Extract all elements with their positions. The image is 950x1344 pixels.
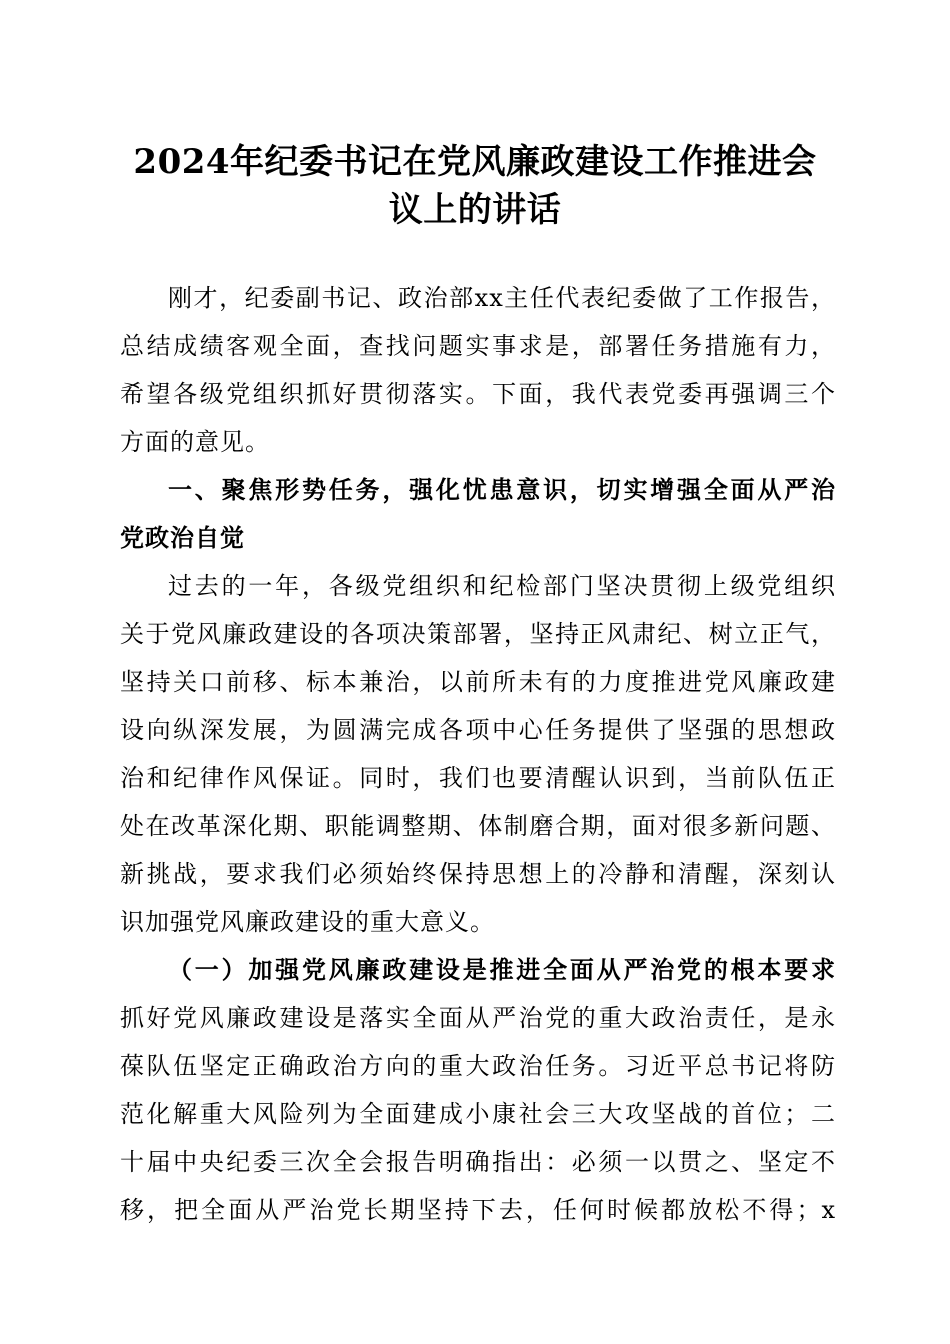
body-line: 刚才，纪委副书记、政治部xx主任代表纪委做了工作报告， xyxy=(168,284,836,312)
body-line: 方面的意见。 xyxy=(120,428,270,456)
body-line: 范化解重大风险列为全面建成小康社会三大攻坚战的首位；二 xyxy=(120,1100,836,1128)
body-line: 抓好党风廉政建设是落实全面从严治党的重大政治责任，是永 xyxy=(120,1004,836,1032)
body-line: 移，把全面从严治党长期坚持下去，任何时候都放松不得；x xyxy=(120,1196,836,1224)
body-line: 新挑战，要求我们必须始终保持思想上的冷静和清醒，深刻认 xyxy=(120,860,836,888)
body-line: 处在改革深化期、职能调整期、体制磨合期，面对很多新问题、 xyxy=(120,812,836,840)
body-line: 坚持关口前移、标本兼治，以前所未有的力度推进党风廉政建 xyxy=(120,668,836,696)
body-line: 总结成绩客观全面，查找问题实事求是，部署任务措施有力， xyxy=(120,332,836,360)
body-line: 治和纪律作风保证。同时，我们也要清醒认识到，当前队伍正 xyxy=(120,764,836,792)
body-line: 希望各级党组织抓好贯彻落实。下面，我代表党委再强调三个 xyxy=(120,380,836,408)
section-heading-line: 一、聚焦形势任务，强化忧患意识，切实增强全面从严治 xyxy=(168,476,836,504)
title-line-2: 议上的讲话 xyxy=(388,190,562,230)
body-line: 葆队伍坚定正确政治方向的重大政治任务。习近平总书记将防 xyxy=(120,1052,836,1080)
document-title xyxy=(120,138,830,234)
section-heading-line: 党政治自觉 xyxy=(120,524,245,552)
body-line: 识加强党风廉政建设的重大意义。 xyxy=(120,908,495,936)
subsection-heading: （一）加强党风廉政建设是推进全面从严治党的根本要求 xyxy=(168,955,836,984)
body-line: 设向纵深发展，为圆满完成各项中心任务提供了坚强的思想政 xyxy=(120,716,836,744)
body-line: 关于党风廉政建设的各项决策部署，坚持正风肃纪、树立正气， xyxy=(120,620,836,648)
title-line-1: 2024年纪委书记在党风廉政建设工作推进会 xyxy=(133,142,817,182)
body-line: 过去的一年，各级党组织和纪检部门坚决贯彻上级党组织 xyxy=(168,572,836,600)
body-line: 十届中央纪委三次全会报告明确指出：必须一以贯之、坚定不 xyxy=(120,1148,836,1176)
